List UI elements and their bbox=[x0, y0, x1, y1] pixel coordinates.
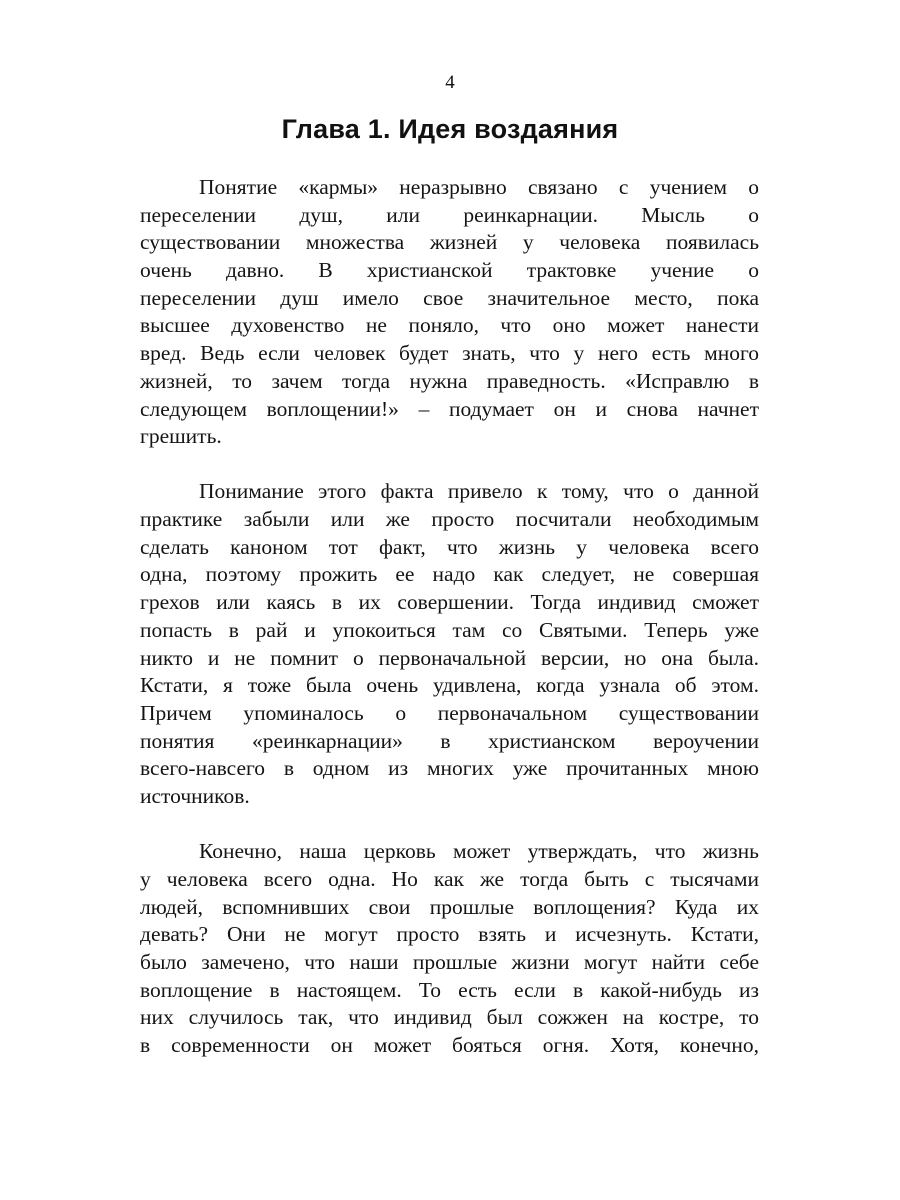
text-line: воплощение в настоящем. То есть если в какой-нибудь из bbox=[140, 977, 759, 1002]
text-line: всего-навсего в одном из многих уже прочитанных мною bbox=[140, 756, 759, 781]
paragraph-3 bbox=[140, 838, 759, 1060]
text-line: одна, поэтому прожить ее надо как следует, не совершая bbox=[140, 562, 759, 587]
text-line: практике забыли или же просто посчитали необходимым bbox=[140, 507, 759, 532]
text-line: источников. bbox=[140, 783, 250, 808]
text-line: Причем упоминалось о первоначальном существовании bbox=[140, 700, 759, 725]
text-line: понятия «реинкарнации» в христианском вероучении bbox=[140, 728, 759, 753]
text-line: следующем воплощении!» – подумает он и снова начнет bbox=[140, 396, 759, 421]
text-line: сделать каноном тот факт, что жизнь у человека всего bbox=[140, 534, 759, 559]
text-line: очень давно. В христианской трактовке учение о bbox=[140, 258, 759, 283]
page-number: 4 bbox=[445, 72, 455, 93]
text-line: девать? Они не могут просто взять и исчезнуть. Кстати, bbox=[140, 922, 759, 947]
text-line: никто и не помнит о первоначальной версии, но она была. bbox=[140, 645, 759, 670]
text-line: грешить. bbox=[140, 424, 222, 449]
text-line: Понятие «кармы» неразрывно связано с учением о bbox=[199, 175, 759, 199]
text-line: у человека всего одна. Но как же тогда быть с тысячами bbox=[140, 866, 759, 891]
text-line: переселении душ имело свое значительное место, пока bbox=[140, 285, 759, 310]
text-line: высшее духовенство не поняло, что оно может нанести bbox=[140, 313, 759, 338]
text-line: грехов или каясь в их совершении. Тогда индивид сможет bbox=[140, 590, 759, 615]
text-line: жизней, то зачем тогда нужна праведность. «Исправлю в bbox=[140, 368, 759, 393]
text-line: попасть в рай и упокоиться там со Святыми. Теперь уже bbox=[140, 617, 759, 642]
text-line: Понимание этого факта привело к тому, что о данной bbox=[199, 479, 759, 504]
text-line: существовании множества жизней у человека появилась bbox=[140, 230, 759, 255]
text-line: вред. Ведь если человек будет знать, что у него есть много bbox=[140, 341, 759, 366]
paragraph-2 bbox=[140, 478, 759, 810]
paragraph-1 bbox=[140, 174, 759, 451]
text-line: Конечно, наша церковь может утверждать, что жизнь bbox=[199, 839, 759, 864]
body-text bbox=[140, 174, 759, 1087]
text-line: людей, вспомнивших свои прошлые воплощения? Куда их bbox=[140, 894, 759, 919]
text-line: в современности он может бояться огня. Хотя, конечно, bbox=[140, 1032, 759, 1057]
text-line: было замечено, что наши прошлые жизни могут найти себе bbox=[140, 949, 759, 974]
text-line: них случилось так, что индивид был сожжен на костре, то bbox=[140, 1005, 759, 1030]
text-line: переселении душ, или реинкарнации. Мысль о bbox=[140, 202, 759, 227]
text-line: Кстати, я тоже была очень удивлена, когда узнала об этом. bbox=[140, 673, 759, 698]
chapter-title: Глава 1. Идея воздаяния bbox=[281, 114, 619, 144]
